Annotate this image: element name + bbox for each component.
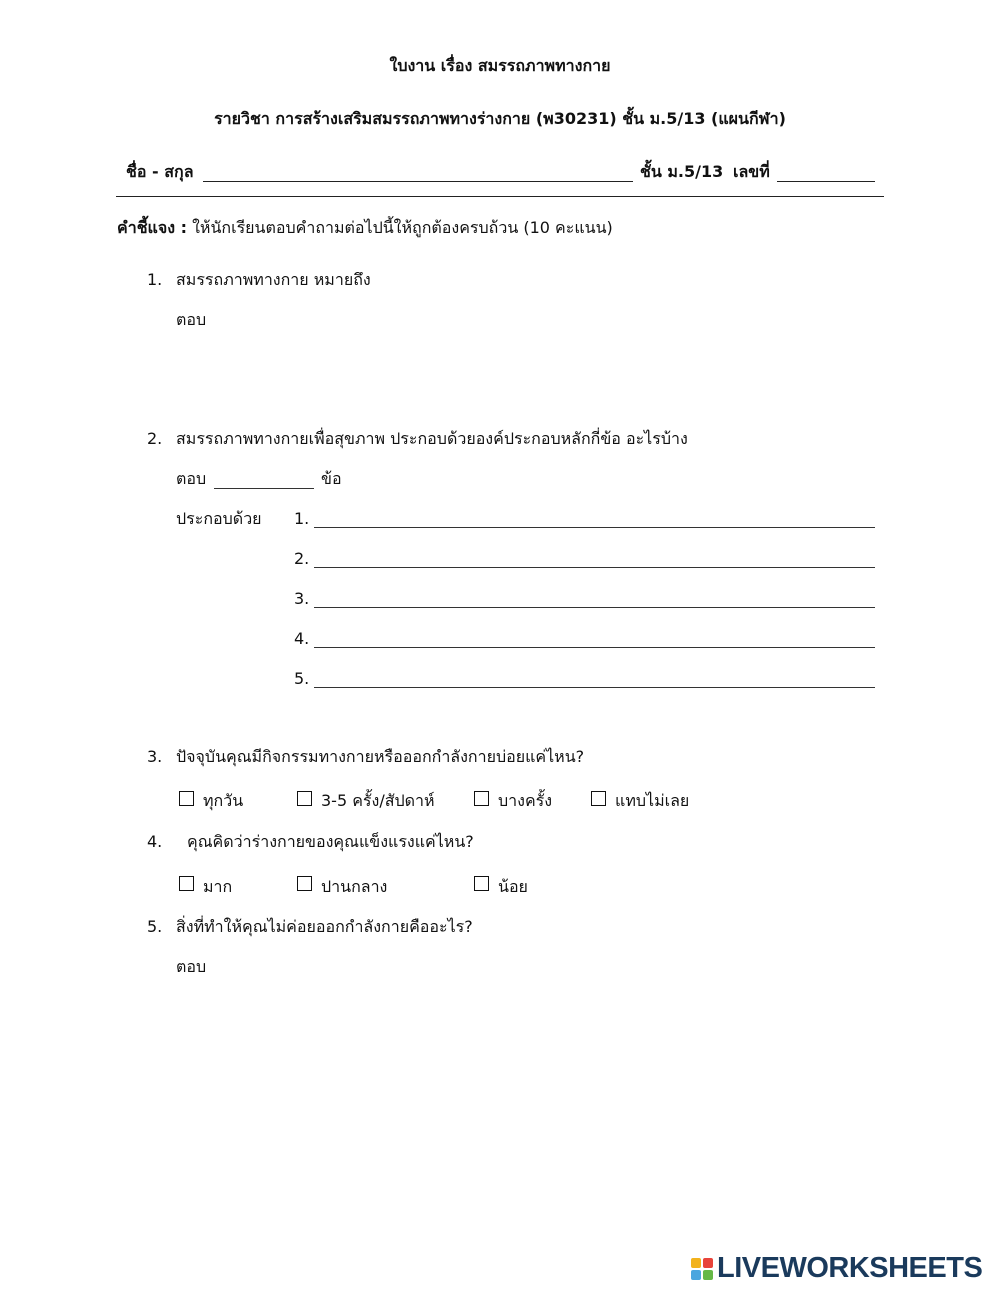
checkbox[interactable] (591, 791, 606, 806)
instruction-label: คำชี้แจง : (117, 218, 188, 237)
q2-item-number: 4. (294, 629, 310, 648)
checkbox[interactable] (474, 876, 489, 891)
q2-number: 2. (147, 429, 163, 448)
q1-answer-label: ตอบ (176, 310, 207, 329)
worksheet-subtitle: รายวิชา การสร้างเสริมสมรรถภาพทางร่างกาย (พ30231) ชั้น ม.5/13 (แผนกีฬา) (214, 109, 786, 128)
q2-item-field[interactable] (316, 626, 877, 650)
number-field[interactable] (779, 160, 877, 184)
q1-answer-field[interactable] (215, 306, 879, 368)
q4-option-label: น้อย (498, 877, 528, 896)
logo-text: LIVEWORKSHEETS (717, 1252, 983, 1284)
q2-unit: ข้อ (321, 469, 342, 488)
logo-mark-icon (691, 1258, 713, 1280)
q3-option-label: 3-5 ครั้ง/สัปดาห์ (321, 791, 435, 810)
q2-item-number: 3. (294, 589, 310, 608)
q5-answer-field[interactable] (215, 953, 879, 1015)
q4-option-label: มาก (203, 877, 233, 896)
number-label: เลขที่ (733, 162, 770, 181)
q2-count-field[interactable] (216, 467, 316, 491)
checkbox[interactable] (297, 791, 312, 806)
q1-text: สมรรถภาพทางกาย หมายถึง (176, 270, 371, 289)
q3-option-label: บางครั้ง (498, 791, 553, 810)
q2-item-field[interactable] (316, 506, 877, 530)
checkbox[interactable] (179, 876, 194, 891)
q3-option-label: ทุกวัน (203, 791, 244, 810)
q4-text: คุณคิดว่าร่างกายของคุณแข็งแรงแค่ไหน? (187, 832, 474, 851)
header-divider (116, 196, 884, 197)
worksheet-title: ใบงาน เรื่อง สมรรถภาพทางกาย (389, 56, 611, 75)
q2-text: สมรรถภาพทางกายเพื่อสุขภาพ ประกอบด้วยองค์ประกอบหลักกี่ข้อ อะไรบ้าง (176, 429, 688, 448)
name-field[interactable] (205, 160, 635, 184)
checkbox[interactable] (474, 791, 489, 806)
instruction (117, 218, 613, 238)
name-label: ชื่อ - สกุล (126, 162, 194, 181)
q2-item-field[interactable] (316, 546, 877, 570)
instruction-text: ให้นักเรียนตอบคำถามต่อไปนี้ให้ถูกต้องครบถ้วน (10 คะแนน) (192, 218, 613, 237)
q1-number: 1. (147, 270, 163, 289)
q2-item-number: 1. (294, 509, 310, 528)
q5-number: 5. (147, 917, 163, 936)
checkbox[interactable] (179, 791, 194, 806)
class-label: ชั้น ม.5/13 (640, 162, 724, 181)
checkbox[interactable] (297, 876, 312, 891)
q3-text: ปัจจุบันคุณมีกิจกรรมทางกายหรือออกกำลังกายบ่อยแค่ไหน? (176, 747, 585, 766)
q3-number: 3. (147, 747, 163, 766)
q4-option-label: ปานกลาง (321, 877, 388, 896)
q5-text: สิ่งที่ทำให้คุณไม่ค่อยออกกำลังกายคืออะไร? (176, 917, 473, 936)
q5-answer-label: ตอบ (176, 957, 207, 976)
q4-number: 4. (147, 832, 163, 851)
q2-item-number: 5. (294, 669, 310, 688)
q3-option-label: แทบไม่เลย (615, 791, 690, 810)
q2-item-number: 2. (294, 549, 310, 568)
q2-components-label: ประกอบด้วย (176, 509, 262, 528)
q2-item-field[interactable] (316, 586, 877, 610)
q2-item-field[interactable] (316, 666, 877, 690)
q2-answer-label: ตอบ (176, 469, 207, 488)
